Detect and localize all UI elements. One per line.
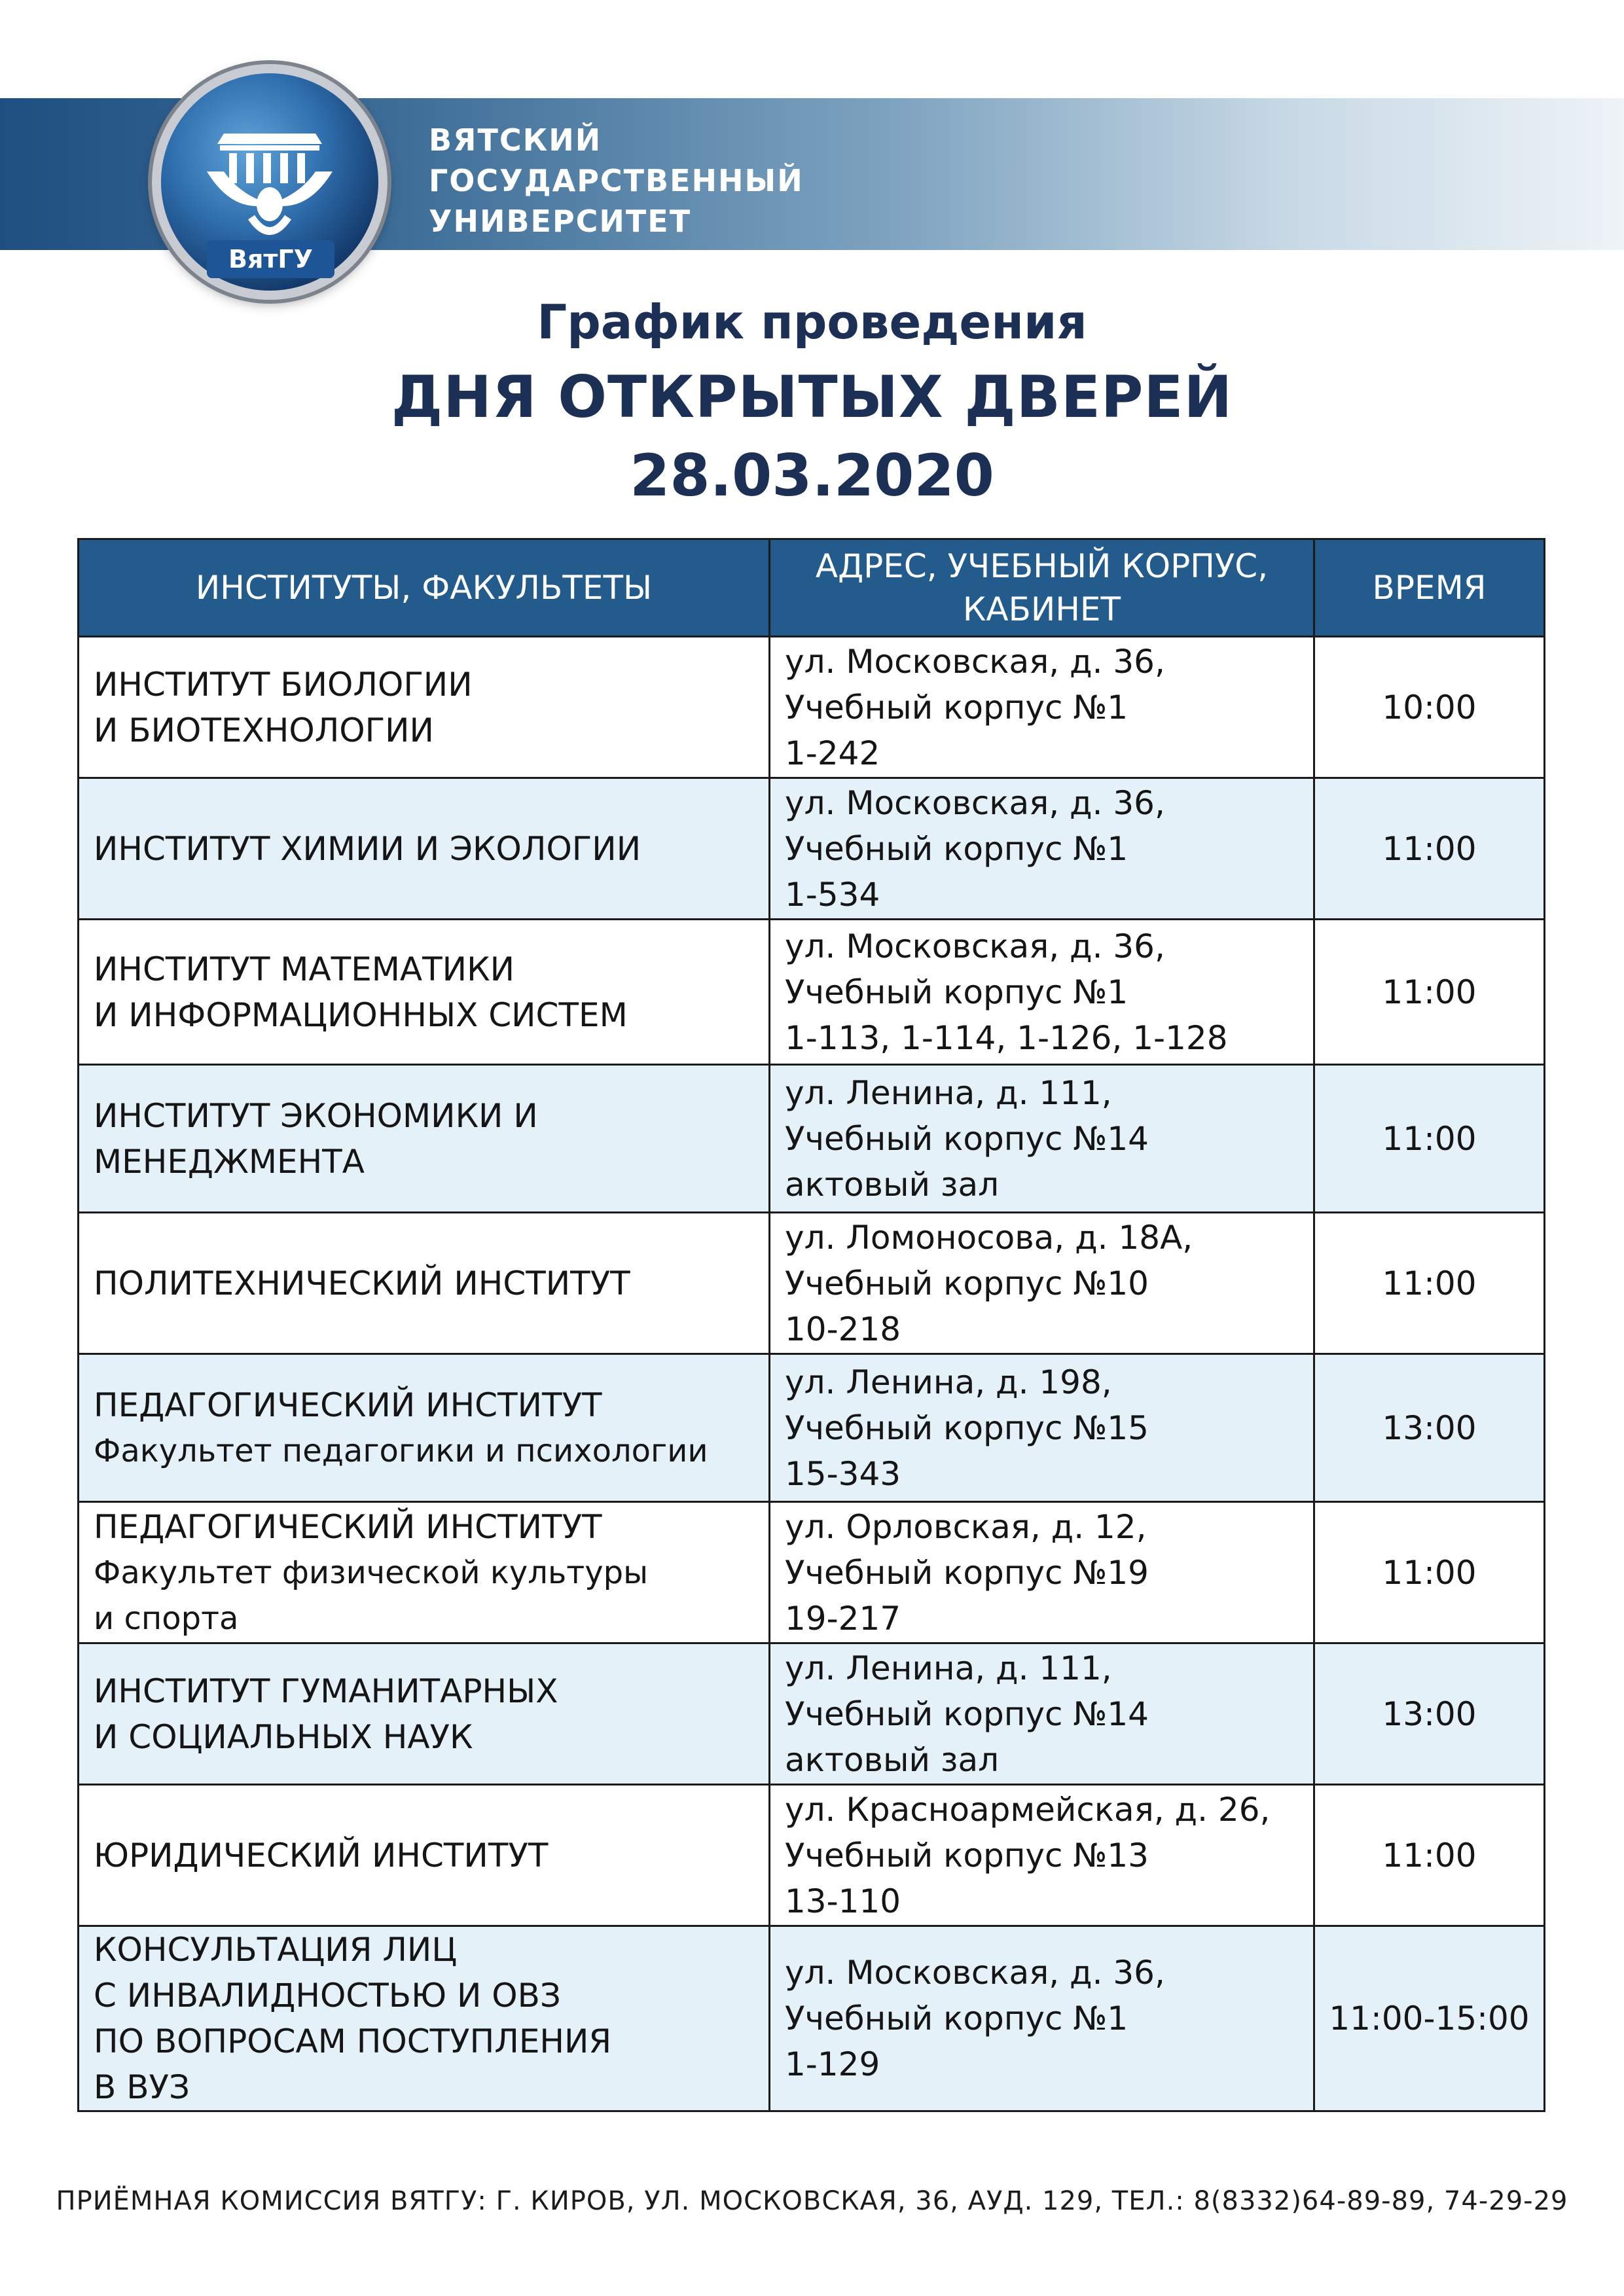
- address-cell: [770, 1213, 1314, 1354]
- table-row: [79, 1213, 1545, 1354]
- table-row: [79, 1065, 1545, 1213]
- institute-name: ИНСТИТУТ ЭКОНОМИКИ И: [94, 1096, 538, 1135]
- institute-cell: [79, 1213, 770, 1354]
- institute-name: И БИОТЕХНОЛОГИИ: [94, 711, 434, 749]
- page-title-date: 28.03.2020: [630, 442, 994, 509]
- address-line: 10-218: [785, 1310, 901, 1348]
- address-cell: [770, 1502, 1314, 1643]
- time-cell: 11:00: [1314, 920, 1545, 1065]
- time-cell: 13:00: [1314, 1643, 1545, 1785]
- institute-cell: [79, 1065, 770, 1213]
- address-cell: [770, 920, 1314, 1065]
- address-line: ул. Красноармейская, д. 26,: [785, 1790, 1271, 1829]
- institute-cell: [79, 1785, 770, 1926]
- institute-name: ИНСТИТУТ ГУМАНИТАРНЫХ: [94, 1672, 558, 1710]
- address-line: 15-343: [785, 1454, 901, 1493]
- university-name-line: УНИВЕРСИТЕТ: [429, 204, 692, 239]
- address-line: ул. Ленина, д. 198,: [785, 1363, 1112, 1401]
- address-line: 1-129: [785, 2045, 880, 2083]
- footer-contact: ПРИЁМНАЯ КОМИССИЯ ВЯТГУ: Г. КИРОВ, УЛ. МОСКОВСКАЯ, 36, АУД. 129, ТЕЛ.: 8(8332)64-89-89, 74-29-29: [56, 2186, 1568, 2216]
- logo-text: ВятГУ: [207, 240, 334, 278]
- time-cell: 11:00: [1314, 1502, 1545, 1643]
- institute-name: ИНСТИТУТ БИОЛОГИИ: [94, 665, 473, 704]
- address-line: Учебный корпус №1: [785, 688, 1128, 726]
- university-name-line: ВЯТСКИЙ: [429, 122, 602, 158]
- table-row: [79, 1643, 1545, 1785]
- institute-name: ПОЛИТЕХНИЧЕСКИЙ ИНСТИТУТ: [94, 1264, 630, 1302]
- institute-cell: [79, 778, 770, 920]
- address-line: Учебный корпус №10: [785, 1264, 1149, 1302]
- institute-name: В ВУЗ: [94, 2068, 190, 2106]
- table-row: [79, 1926, 1545, 2111]
- address-line: Учебный корпус №14: [785, 1119, 1149, 1158]
- address-line: ул. Московская, д. 36,: [785, 1954, 1165, 1992]
- table-row: [79, 1502, 1545, 1643]
- address-cell: [770, 1354, 1314, 1502]
- time-cell: 11:00: [1314, 1065, 1545, 1213]
- time-cell: 11:00: [1314, 1213, 1545, 1354]
- address-cell: [770, 778, 1314, 920]
- address-line: актовый зал: [785, 1740, 1000, 1779]
- address-line: 1-534: [785, 875, 880, 914]
- address-line: ул. Московская, д. 36,: [785, 927, 1165, 965]
- address-line: 1-242: [785, 734, 880, 772]
- institute-name: И ИНФОРМАЦИОННЫХ СИСТЕМ: [94, 996, 628, 1034]
- page-title-line2: ДНЯ ОТКРЫТЫХ ДВЕРЕЙ: [391, 363, 1233, 431]
- institute-cell: [79, 1643, 770, 1785]
- institute-name: МЕНЕДЖМЕНТА: [94, 1142, 365, 1181]
- header-address: АДРЕС, УЧЕБНЫЙ КОРПУС, КАБИНЕТ: [770, 539, 1314, 637]
- address-line: ул. Орловская, д. 12,: [785, 1507, 1147, 1546]
- table-row: [79, 1354, 1545, 1502]
- address-cell: [770, 1643, 1314, 1785]
- institute-name: ИНСТИТУТ ХИМИИ И ЭКОЛОГИИ: [94, 829, 641, 868]
- address-cell: [770, 637, 1314, 778]
- address-line: актовый зал: [785, 1165, 1000, 1204]
- institute-cell: [79, 637, 770, 778]
- institute-cell: [79, 1926, 770, 2111]
- faculty-name: и спорта: [94, 1600, 239, 1637]
- table-row: [79, 1785, 1545, 1926]
- time-cell: 11:00: [1314, 778, 1545, 920]
- time-cell: 10:00: [1314, 637, 1545, 778]
- address-line: ул. Московская, д. 36,: [785, 783, 1165, 822]
- address-line: Учебный корпус №1: [785, 973, 1128, 1011]
- table-row: [79, 920, 1545, 1065]
- institute-cell: [79, 920, 770, 1065]
- address-line: 19-217: [785, 1599, 901, 1638]
- table-row: [79, 778, 1545, 920]
- address-cell: [770, 1785, 1314, 1926]
- address-line: Учебный корпус №19: [785, 1553, 1149, 1592]
- institute-cell: [79, 1502, 770, 1643]
- address-line: ул. Ломоносова, д. 18А,: [785, 1218, 1193, 1257]
- address-line: Учебный корпус №1: [785, 2000, 1128, 2037]
- address-line: ул. Московская, д. 36,: [785, 642, 1165, 681]
- address-line: Учебный корпус №14: [785, 1695, 1149, 1733]
- address-cell: [770, 1926, 1314, 2111]
- institute-name: ИНСТИТУТ МАТЕМАТИКИ: [94, 950, 514, 988]
- institute-name: И СОЦИАЛЬНЫХ НАУК: [94, 1717, 473, 1756]
- time-cell: 11:00-15:00: [1314, 1926, 1545, 2111]
- address-line: Учебный корпус №1: [785, 829, 1128, 868]
- institute-name: КОНСУЛЬТАЦИЯ ЛИЦ: [94, 1931, 458, 1969]
- address-line: ул. Ленина, д. 111,: [785, 1649, 1112, 1687]
- address-line: Учебный корпус №15: [785, 1408, 1149, 1447]
- address-line: Учебный корпус №13: [785, 1836, 1149, 1874]
- institute-name: ПЕДАГОГИЧЕСКИЙ ИНСТИТУТ: [94, 1386, 602, 1424]
- address-line: 1-113, 1-114, 1-126, 1-128: [785, 1018, 1228, 1057]
- institute-name: С ИНВАЛИДНОСТЬЮ И ОВЗ: [94, 1977, 561, 2015]
- address-cell: [770, 1065, 1314, 1213]
- institute-cell: [79, 1354, 770, 1502]
- table-row: [79, 637, 1545, 778]
- faculty-name: Факультет физической культуры: [94, 1554, 648, 1591]
- schedule-table: [77, 538, 1545, 2112]
- address-line: 13-110: [785, 1882, 901, 1920]
- page-title-line1: График проведения: [537, 295, 1087, 350]
- institute-name: ЮРИДИЧЕСКИЙ ИНСТИТУТ: [94, 1836, 549, 1874]
- header-time: ВРЕМЯ: [1314, 539, 1545, 637]
- institute-name: ПЕДАГОГИЧЕСКИЙ ИНСТИТУТ: [94, 1507, 602, 1546]
- header-institutes: ИНСТИТУТЫ, ФАКУЛЬТЕТЫ: [79, 539, 770, 637]
- institute-name: ПО ВОПРОСАМ ПОСТУПЛЕНИЯ: [94, 2022, 612, 2060]
- time-cell: 11:00: [1314, 1785, 1545, 1926]
- university-name-line: ГОСУДАРСТВЕННЫЙ: [429, 163, 804, 198]
- university-name: [429, 120, 804, 242]
- table-header-row: [79, 539, 1545, 637]
- time-cell: 13:00: [1314, 1354, 1545, 1502]
- address-line: ул. Ленина, д. 111,: [785, 1073, 1112, 1112]
- university-logo: [152, 64, 388, 300]
- faculty-name: Факультет педагогики и психологии: [94, 1432, 708, 1469]
